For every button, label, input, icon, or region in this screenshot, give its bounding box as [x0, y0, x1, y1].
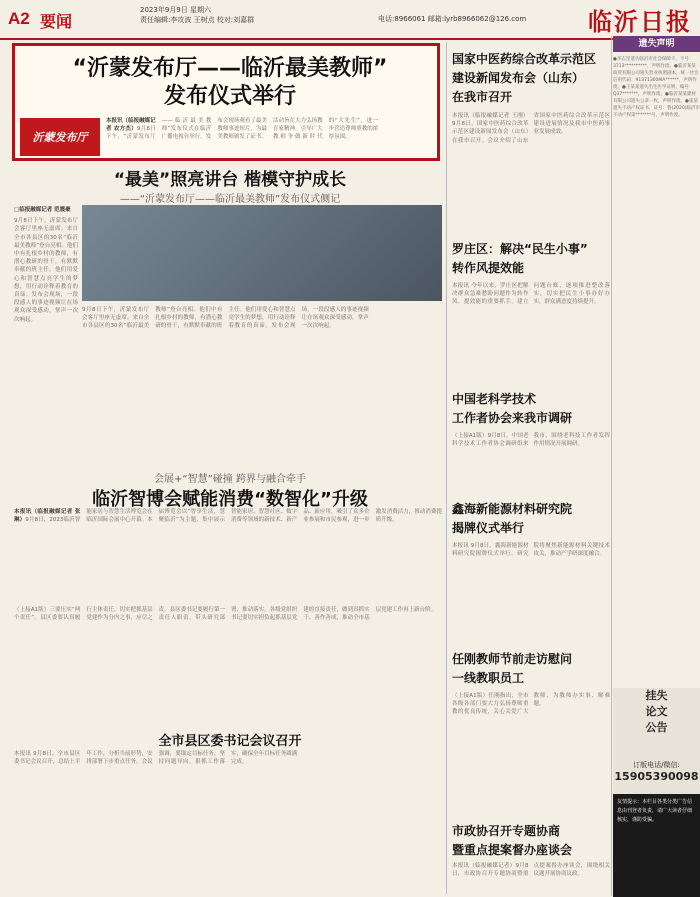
reminder-notice: 友情提示：本栏目各类分类广告信息由刊登者负责，请广大读者仔细核实，谨防受骗。: [613, 794, 700, 897]
lead-headline[interactable]: [20, 55, 440, 111]
sidebar-divider: [611, 36, 612, 896]
ad-line1: 挂失: [645, 689, 668, 702]
right-story4-headline-line1: 鑫海新能源材料研究院: [452, 502, 573, 516]
right-story1-headline-line1: 国家中医药综合改革示范区: [452, 52, 597, 66]
right-story5-headline-line1: 任刚教师节前走访慰问: [452, 652, 573, 666]
right-story6-body: 本报讯（临报融媒记者）9月8日，市政协召开专题协商暨重点提案督办座谈会，围绕相关议题开展协商议政。: [452, 863, 610, 878]
lead-headline-line2: 发布仪式举行: [163, 84, 296, 109]
date: 2023年9月9日 星期六: [140, 6, 211, 14]
right-story2-headline-line1: 罗庄区：解决“民生小事”: [452, 242, 588, 256]
right-story3-headline[interactable]: [452, 390, 610, 428]
lost-notice-header: 遗失声明: [613, 36, 700, 52]
lead-banner-image: 沂蒙发布厅: [20, 118, 100, 156]
story2-headline[interactable]: “最美”照亮讲台 楷模守护成长: [113, 170, 347, 190]
right-story1-body: 本报讯（临报融媒记者 王刚）9月8日，国家中医药综合改革示范区建设新闻发布会（山东）在我市召开。会议介绍了山东省国家中医药综合改革示范区建设进展情况及我市中医药事业发展成效。: [452, 113, 610, 144]
ad-headline: [613, 688, 700, 736]
story3-byline: 本报讯（临报融媒记者 张琳）: [14, 509, 81, 524]
story4-body: （上接A1版）三要压实“两个责任”。县区委要认真履行主体责任，切实把抓基层党建作为分内之事、应尽之责。县区委书记要履行第一责任人职责，带头研究部署、推动落实。各级党组织书记要切实担负起抓基层党建的直接责任，做到真抓实干、善作善成，推动全市基层党建工作再上新台阶。: [14, 607, 437, 622]
phone-label: 订版电话/微信:: [633, 761, 680, 769]
story2-col1: [14, 206, 78, 456]
contact-line: 电话:8966061 邮箱:lyrb8966062@126.com: [378, 15, 527, 23]
right-story4-headline-line2: 揭牌仪式举行: [452, 521, 525, 535]
right-story5-body: （上接A1版）任刚指出，全市各级各部门要大力弘扬尊师重教的优良传统，关心关爱广大教师，为教师办实事、解难题。: [452, 693, 610, 716]
phone-number[interactable]: 15905390098: [614, 770, 699, 783]
right-story6-headline-line2: 暨重点提案督办座谈会: [452, 843, 573, 857]
story5-body: 本报讯 9月8日，全市县区委书记会议召开，总结上半年工作，分析当前形势，安排部署下步重点任务。会议强调，要锚定目标任务，坚持问题导向，狠抓工作落实，确保全年目标任务圆满完成。: [14, 751, 298, 766]
right-story4-body: 本报讯 9月8日，鑫海新能源材料研究院揭牌仪式举行。研究院将聚焦新能源材料关键技术攻关，推动产学研深度融合。: [452, 543, 610, 558]
ad-line3: 公告: [645, 721, 668, 734]
right-story2-headline[interactable]: [452, 240, 610, 278]
editor-line: 责任编辑:李攻波 王树点 校对:刘嘉群: [140, 16, 255, 24]
story2-subtitle: ——“沂蒙发布厅——临沂最美教师”发布仪式侧记: [119, 194, 341, 205]
lead-body: [106, 117, 434, 157]
lead-byline: 本报讯（临报融媒记者 农方杰）: [106, 118, 156, 133]
story2-text: 9月8日下午，沂蒙发布厅会客厅里座无虚席。来自全市各县区的30名“临沂最美教师”登台亮相。他们中有扎根乡村的教师，有潜心教研的骨干，有默默奉献的班主任。他们用爱心和智慧点亮学生的梦想，用行动诠释着教育的真谛。发布会现场，一段段感人的事迹视频让在场观众深受感动，掌声一次次响起。: [14, 218, 78, 323]
story2-photo: [82, 205, 442, 301]
right-story1-headline-line3: 在我市召开: [452, 90, 513, 104]
lead-text: 9月8日下午，“沂蒙发布厅——临沂最美教师”发布仪式在临沂广播电视台举行。发布会现场观看了最美教师事迹短片，为最美教师颁发了证书。活动旨在大力弘扬教育家精神，引导广大教师争做新时代的“大先生”，进一步营造尊师重教的浓厚氛围。: [106, 118, 379, 141]
story3-headline[interactable]: 临沂智博会赋能消费“数智化”升级: [92, 489, 368, 510]
lost-notices: ●李志坚遗失临沂市社会保障卡，卡号：3713**********，声明作废。●临沂某某商贸有限公司遗失营业执照副本，统一社会信用代码：91371300MA******，声明作废。●王某某遗失出生医学证明，编号：Q37*******，声明作废。●临沂某某建材有限公司遗失公章一枚，声明作废。●张某遗失不动产权证书，证号：鲁(2020)临沂市不动产权第*******号，声明作废。: [613, 57, 700, 118]
date-line: [140, 5, 254, 25]
page-number: A2: [8, 9, 30, 28]
story3-kicker: 会展+“智慧”碰撞 跨界与融合牵手: [154, 474, 306, 485]
story3-body: [14, 508, 442, 598]
right-story3-body: （上接A1版）9月8日，中国老科学技术工作者协会调研组来我市，围绕老科技工作者发挥作用情况开展调研。: [452, 433, 610, 448]
right-story2-headline-line2: 转作风提效能: [452, 261, 525, 275]
right-story2-body: 本报讯 今年以来，罗庄区把解决群众急难愁盼问题作为转作风、提效能的重要抓手，建立问题台账，逐项推进整改落实，切实把民生小事办好办实，群众满意度持续提升。: [452, 283, 610, 306]
right-story6-headline[interactable]: [452, 822, 610, 860]
right-story1-headline-line2: 建设新闻发布会（山东）: [452, 71, 585, 85]
paper-logo: 临沂日报: [588, 7, 692, 36]
right-story4-headline[interactable]: [452, 500, 610, 538]
right-story1-headline[interactable]: [452, 50, 610, 107]
lead-headline-line1: “沂蒙发布厅——临沂最美教师”: [72, 56, 388, 81]
right-story5-headline[interactable]: [452, 650, 610, 688]
right-story3-headline-line1: 中国老科学技术: [452, 392, 537, 406]
section-name: 要闻: [40, 12, 73, 31]
right-story3-headline-line2: 工作者协会来我市调研: [452, 411, 573, 425]
story2-columns: 9月8日下午，沂蒙发布厅会客厅里座无虚席。来自全市各县区的30名“临沂最美教师”登台亮相。他们中有扎根乡村的教师，有潜心教研的骨干，有默默奉献的班主任。他们用爱心和智慧点亮学生的梦想，用行动诠释着教育的真谛。发布会现场，一段段感人的事迹视频让在场观众深受感动，掌声一次次响起。: [82, 307, 369, 330]
right-story6-headline-line1: 市政协召开专题协商: [452, 824, 561, 838]
column-divider: [446, 42, 447, 894]
right-story5-headline-line2: 一线教职员工: [452, 671, 525, 685]
ad-line2: 论文: [645, 705, 668, 718]
story5-headline[interactable]: 全市县区委书记会议召开: [158, 734, 302, 749]
story2-byline: □临报融媒记者 范震豪: [14, 207, 71, 213]
ad-contact: [613, 760, 700, 782]
story3-text: 9月8日，2023临沂智能家居与智慧生活博览会在临沂国际会展中心开幕。本届博览会以“智享生活，慧聚临沂”为主题，集中展示智能家居、智慧社区、数字消费等领域的新技术、新产品、新应用，吸引了众多企业参展和市民参观，进一步激发消费活力，推动消费提质升级。: [25, 509, 442, 524]
